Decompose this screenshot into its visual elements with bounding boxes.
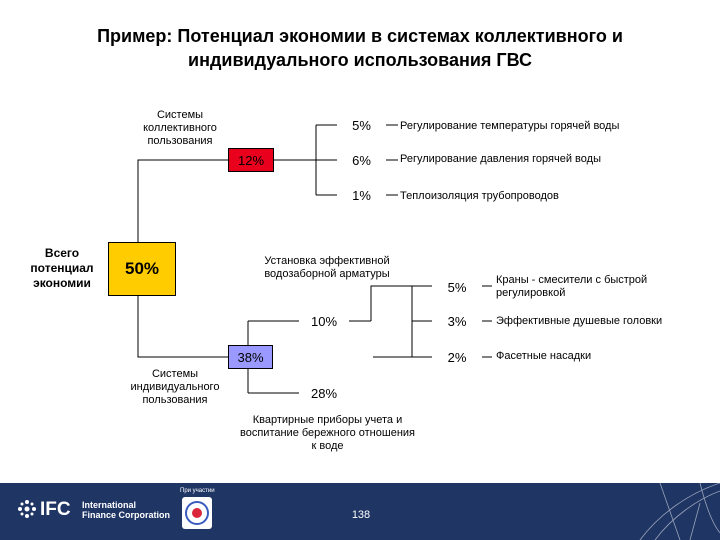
collective-item-label: Регулирование давления горячей воды [400, 153, 601, 165]
individual-node [228, 345, 273, 369]
meters-value: 28% [310, 386, 338, 401]
root-label: Всего потенциал экономии [30, 246, 94, 290]
collective-item-value: 5% [352, 118, 371, 133]
collective-item-label: Теплоизоляция трубопроводов [400, 190, 559, 202]
collective-item-value: 1% [352, 188, 371, 203]
ifc-logo: IFC [40, 499, 71, 520]
root-node [108, 242, 176, 296]
fittings-item-label: Фасетные насадки [496, 350, 592, 362]
individual-label: Системы индивидуального пользования [130, 368, 220, 406]
page-number: 138 [351, 509, 371, 521]
ifc-globe-icon [16, 498, 38, 520]
fittings-item-label: Эффективные душевые головки [496, 315, 663, 327]
collective-item-label: Регулирование температуры горячей воды [400, 120, 620, 132]
collective-item-value: 6% [352, 153, 371, 168]
ifc-org-line1: International [82, 500, 137, 510]
page-title: Пример: Потенциал экономии в системах коллективного и индивидуального использования ГВС [97, 26, 623, 70]
fittings-item-value: 5% [447, 280, 467, 295]
individual-value: 38% [237, 349, 264, 365]
collective-node [228, 148, 274, 172]
partner-emblem-icon [182, 497, 212, 529]
support-label: При участии [180, 488, 215, 494]
fittings-item-value: 2% [447, 350, 467, 365]
meters-label: Квартирные приборы учета и воспитание бережного отношения к воде [240, 414, 415, 452]
collective-label: Системы коллективного пользования [143, 109, 217, 147]
fittings-item-value: 3% [447, 314, 467, 329]
fittings-item-label: Краны - смесители с быстрой регулировкой [496, 274, 648, 299]
fittings-value: 10% [310, 314, 338, 329]
collective-value: 12% [237, 152, 265, 168]
ifc-org-line2: Finance Corporation [82, 510, 171, 520]
root-value: 50% [124, 259, 160, 278]
fittings-label: Установка эффективной водозаборной арматуры [264, 255, 390, 280]
